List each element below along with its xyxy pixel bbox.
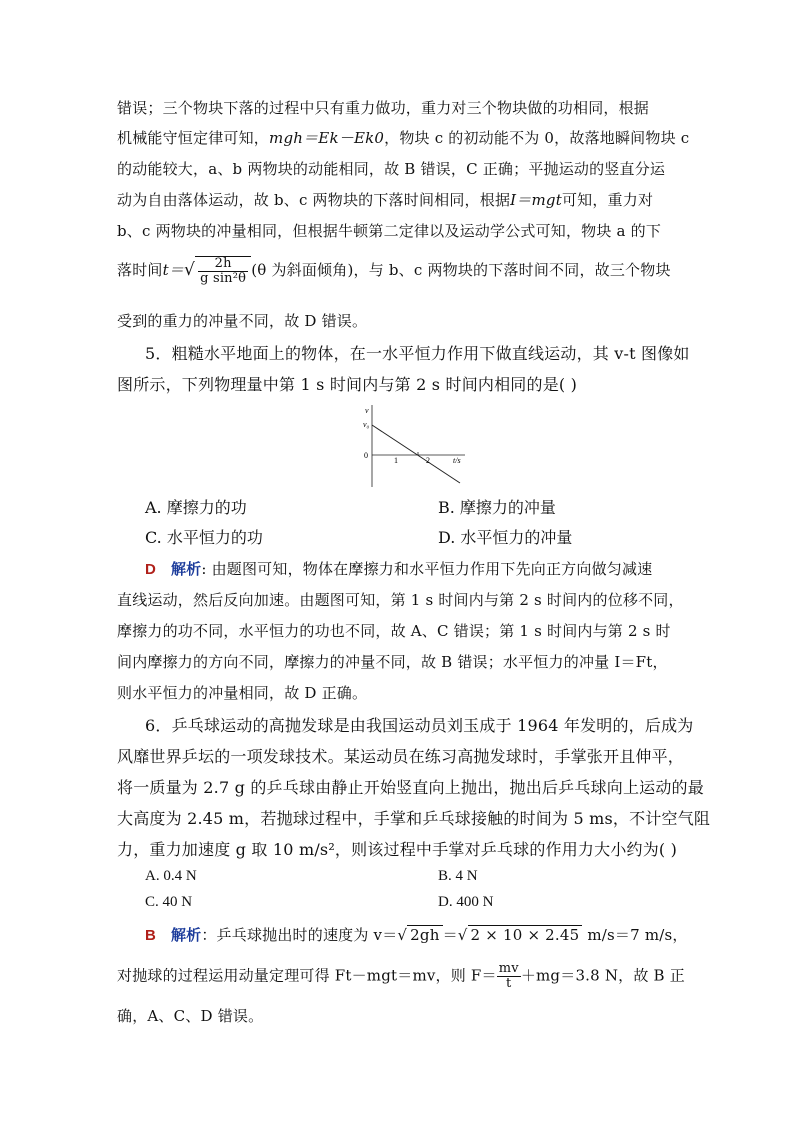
prev-explanation-text: (θ 为斜面倾角)，与 b、c 两物块的下落时间不同，故三个物块	[251, 261, 671, 279]
prev-explanation-line-1: 错误；三个物块下落的过程中只有重力做功，重力对三个物块做的功相同，根据	[117, 99, 650, 117]
q6-explanation-text: 对抛球的过程运用动量定理可得 Ft－mgt＝mv，则 F＝	[117, 966, 497, 985]
impulse-formula: I＝mgt	[510, 191, 562, 209]
graph-origin-label: 0	[364, 451, 368, 460]
prev-explanation-line-3: 的动能较大，a、b 两物块的动能相同，故 B 错误，C 正确；平抛运动的竖直分运	[117, 160, 666, 178]
q5-analysis-label: 解析	[170, 560, 202, 578]
prev-explanation-text: 落时间	[117, 261, 163, 279]
q5-explanation-text: : 由题图可知，物体在摩擦力和水平恒力作用下先向正方向做匀减速	[201, 560, 653, 578]
q5-stem-line-2: 图所示，下列物理量中第 1 s 时间内与第 2 s 时间内相同的是( )	[117, 375, 578, 394]
q6-explanation-line-2	[117, 961, 685, 991]
time-formula-lhs: t＝	[162, 261, 185, 279]
q5-explanation-line-3: 摩擦力的功不同，水平恒力的功也不同，故 A、C 错误；第 1 s 时间内与第 2 s 时	[117, 622, 671, 640]
q5-option-b[interactable]: B. 摩擦力的冲量	[438, 498, 556, 517]
q6-explanation-text: ＝	[442, 926, 458, 944]
q6-explanation-line-3: 确，A、C、D 错误。	[117, 1007, 264, 1025]
prev-explanation-line-5: b、c 两物块的冲量相同，但根据牛顿第二定律以及运动学公式可知，物块 a 的下	[117, 222, 662, 240]
q5-explanation-line-1	[145, 558, 710, 579]
q6-explanation-text: m/s＝7 m/s，	[582, 926, 688, 944]
q5-option-a[interactable]: A. 摩擦力的功	[145, 498, 247, 517]
prev-explanation-line-7: 受到的重力的冲量不同，故 D 错误。	[117, 312, 368, 330]
q6-fraction-denominator: t	[506, 976, 512, 991]
q6-stem-line-5: 力，重力加速度 g 取 10 m/s²，则该过程中手掌对乒乓球的作用力大小约为( )	[117, 840, 678, 859]
q6-explanation-text: ：乒乓球抛出时的速度为 v＝	[201, 926, 398, 944]
graph-tick-2-label: 2	[426, 456, 430, 465]
q5-answer: D	[145, 561, 157, 578]
prev-explanation-line-2	[117, 127, 690, 148]
q6-explanation-text: ＋mg＝3.8 N，故 B 正	[520, 966, 685, 985]
q6-stem-line-1: 6．乒乓球运动的高抛发球是由我国运动员刘玉成于 1964 年发明的，后成为	[145, 716, 694, 735]
q6-stem-line-4: 大高度为 2.45 m，若抛球过程中，手掌和乒乓球接触的时间为 5 ms，不计空气阻	[117, 809, 711, 828]
q6-stem-line-3: 将一质量为 2.7 g 的乒乓球由静止开始竖直向上抛出，抛出后乒乓球向上运动的最	[117, 778, 704, 797]
q6-fraction	[497, 962, 521, 991]
graph-tick-1-label: 1	[394, 456, 398, 465]
prev-explanation-text: 可知，重力对	[561, 191, 654, 209]
prev-explanation-text: ，物块 c 的初动能不为 0，故落地瞬间物块 c	[384, 129, 690, 147]
q6-answer: B	[145, 927, 157, 944]
q6-option-a[interactable]: A. 0.4 N	[145, 868, 197, 884]
q6-stem-line-2: 风靡世界乒坛的一项发球技术。某运动员在练习高抛发球时，手掌张开且伸平，	[117, 747, 685, 766]
q5-stem-line-1: 5．粗糙水平地面上的物体，在一水平恒力作用下做直线运动，其 v-t 图像如	[145, 344, 690, 363]
q6-option-d[interactable]: D. 400 N	[438, 894, 494, 910]
q6-sqrt-2: 2 × 10 × 2.45	[468, 925, 583, 944]
q5-explanation-line-2: 直线运动，然后反向加速。由题图可知，第 1 s 时间内与第 2 s 时间内的位移不同，	[117, 591, 684, 609]
prev-explanation-text: 动为自由落体运动，故 b、c 两物块的下落时间相同，根据	[117, 191, 511, 209]
energy-formula: mgh＝Ek－Ek0	[269, 129, 385, 147]
q6-explanation-line-1: B 解析：乒乓球抛出时的速度为 v＝√ 2gh ＝√ 2 × 10 × 2.45 m/s＝7 m/s，	[145, 926, 688, 944]
prev-explanation-line-6: 落时间t＝√ $\frac{2h}{\text{g sin²θ}}$ (θ 为斜面倾角)，与 b、c 两物块的下落时间不同，故三个物块	[117, 256, 671, 286]
q5-option-d[interactable]: D. 水平恒力的冲量	[438, 528, 573, 547]
graph-v0-label: v₀	[363, 420, 370, 429]
q5-explanation-line-5: 则水平恒力的冲量相同，故 D 正确。	[117, 684, 368, 702]
prev-explanation-line-4	[117, 189, 682, 210]
graph-y-label: v	[365, 406, 369, 415]
q6-option-b[interactable]: B. 4 N	[438, 868, 478, 884]
time-formula-denominator: g sin²θ	[200, 271, 247, 286]
graph-vt-line	[372, 425, 460, 483]
vt-graph	[360, 403, 472, 489]
q6-sqrt-1: 2gh	[407, 925, 442, 944]
q5-option-c[interactable]: C. 水平恒力的功	[145, 528, 263, 547]
q6-option-c[interactable]: C. 40 N	[145, 894, 193, 910]
q6-analysis-label: 解析	[170, 926, 202, 944]
q5-explanation-line-4: 间内摩擦力的方向不同，摩擦力的冲量不同，故 B 错误；水平恒力的冲量 I＝Ft，	[117, 653, 668, 671]
time-formula-fraction	[195, 256, 251, 286]
prev-explanation-text: 机械能守恒定律可知，	[117, 129, 270, 147]
graph-x-label: t/s	[453, 456, 461, 465]
time-formula-numerator: 2h	[198, 257, 248, 272]
q6-fraction-numerator: mv	[498, 961, 519, 976]
